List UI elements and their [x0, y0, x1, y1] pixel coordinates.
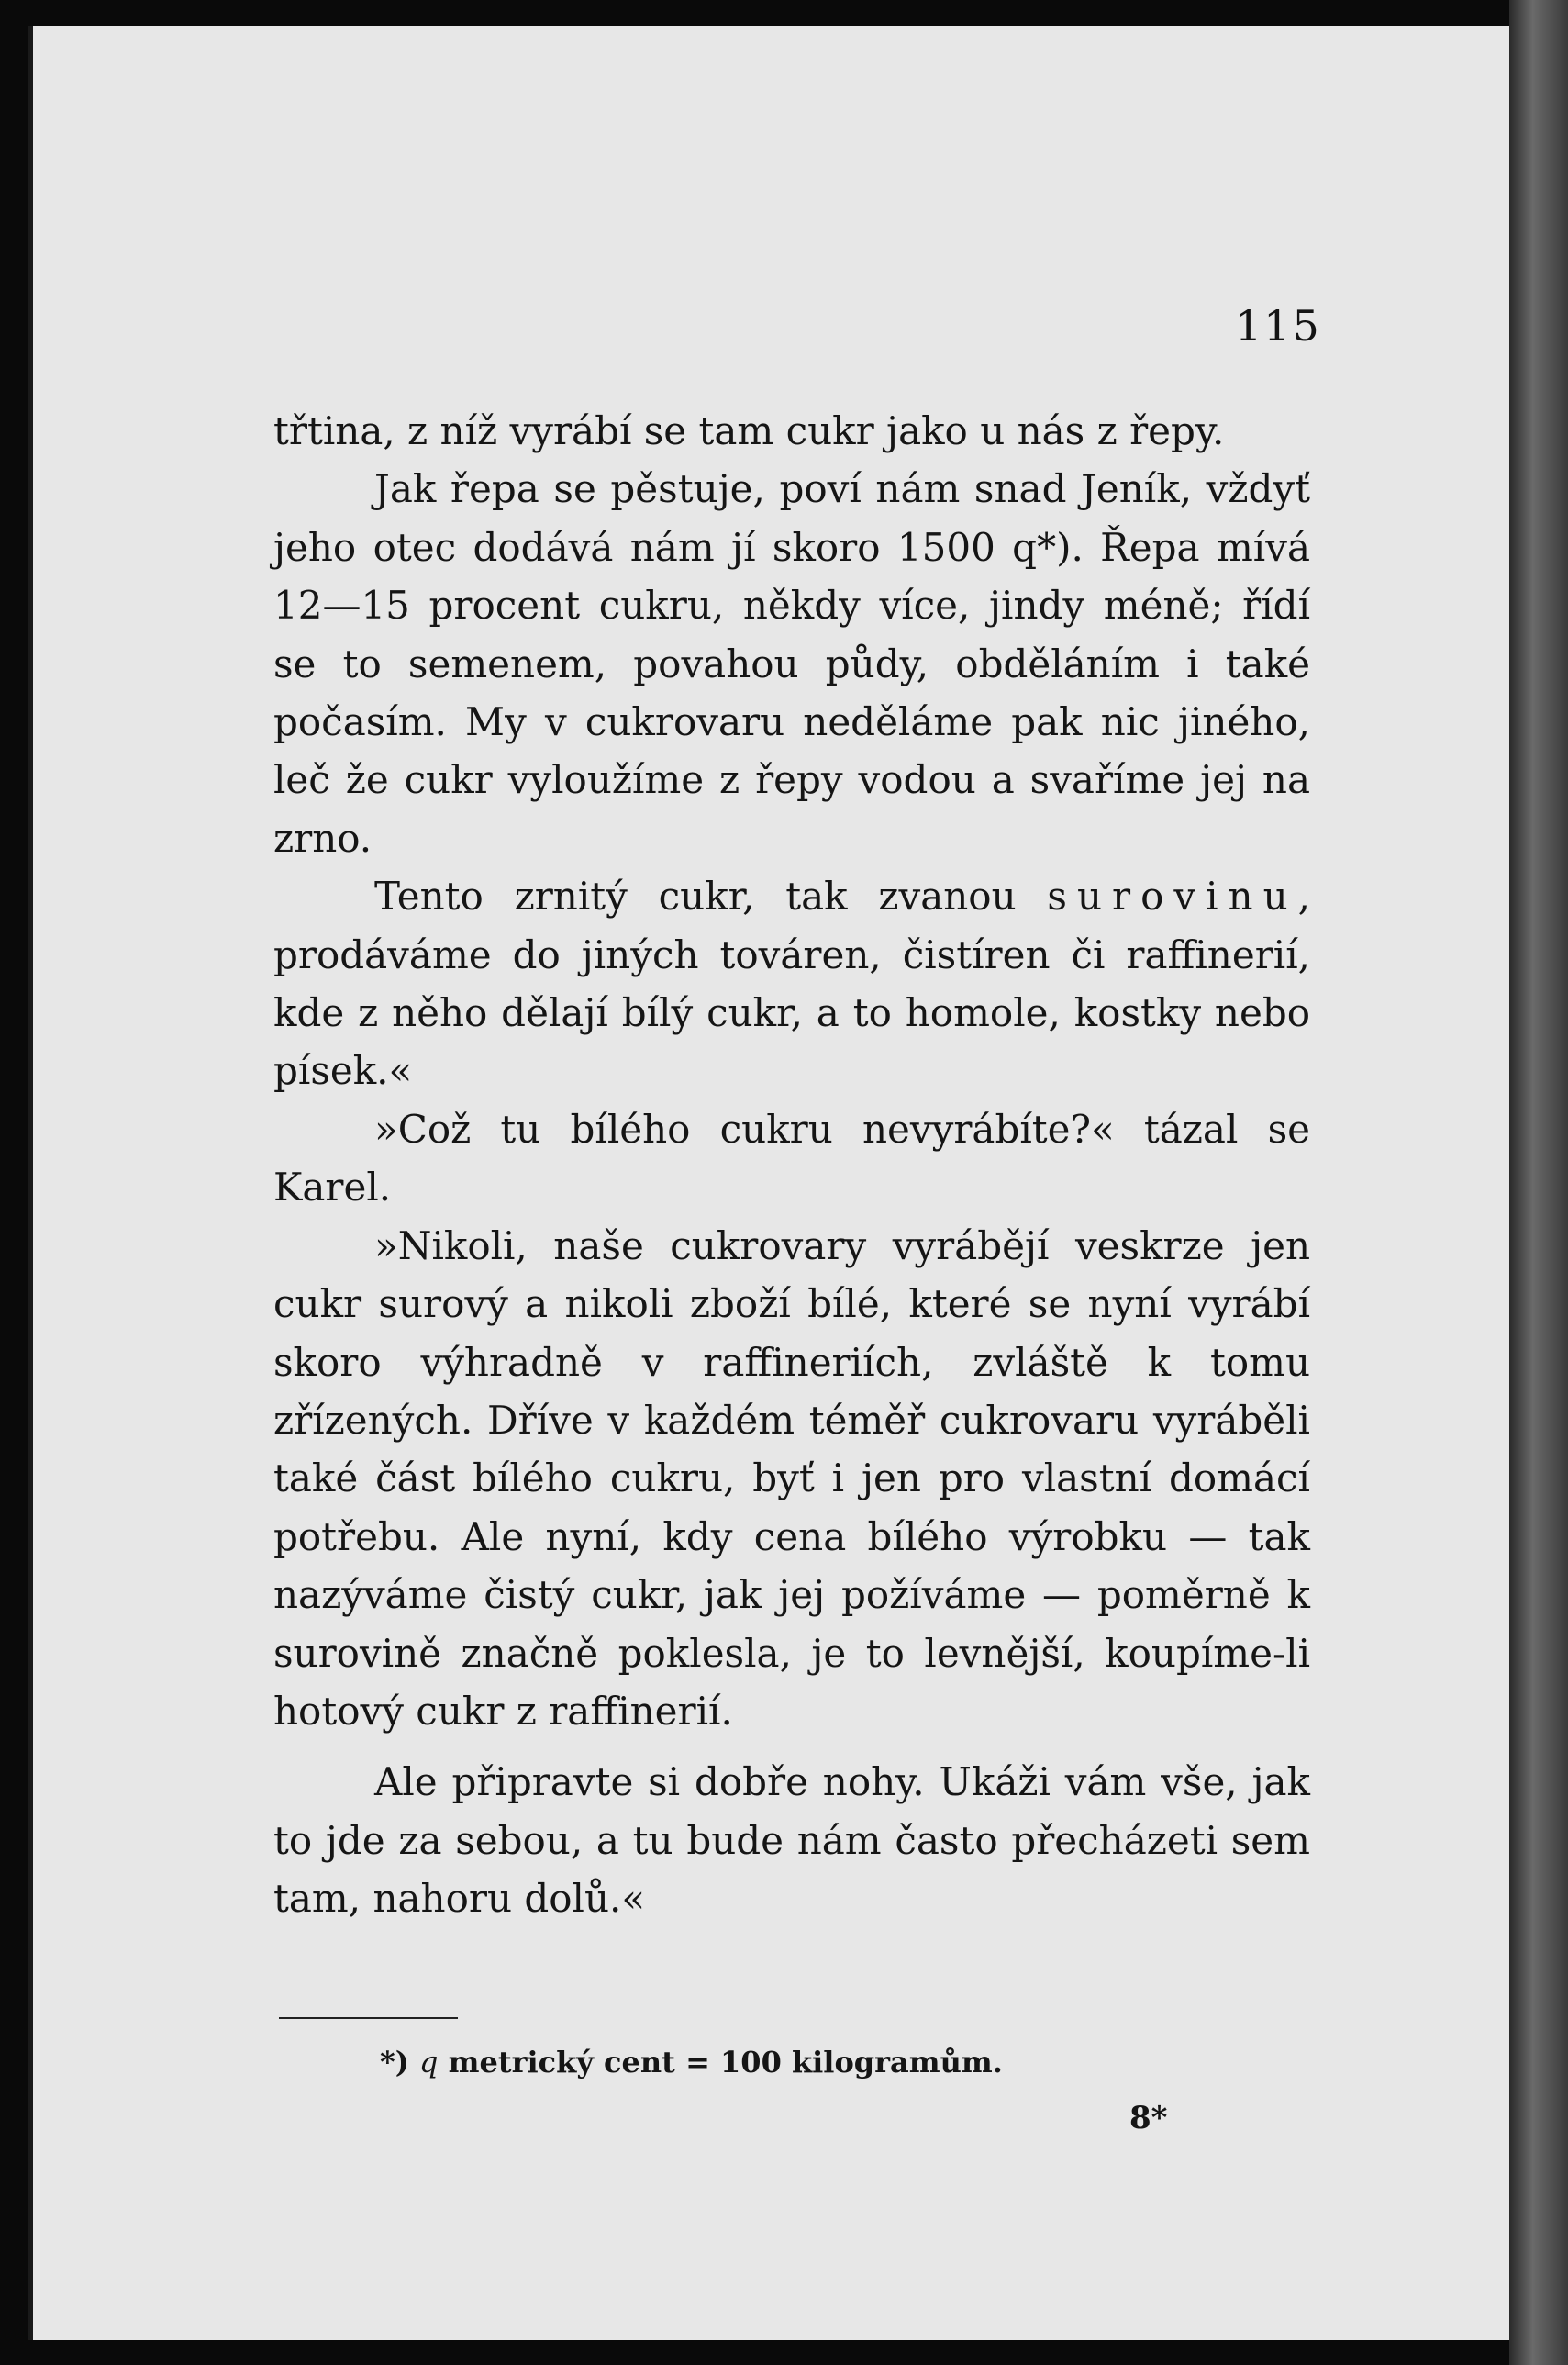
paragraph-3-start: Tento zrnitý cukr, tak zvanou [374, 874, 1048, 920]
footnote-symbol: q [419, 2045, 439, 2080]
book-page [28, 26, 1509, 2340]
footnote [380, 2045, 1003, 2080]
page-number: 115 [1235, 301, 1321, 351]
footnote-rule [279, 2017, 458, 2019]
scan-edge [1509, 0, 1568, 2365]
footnote-marker: *) [380, 2045, 409, 2080]
paragraph-2: Jak řepa se pěstuje, poví nám snad Jeník, vždyť jeho otec dodává nám jí skoro 1500 q*). Řepa mívá 12—15 procent cukru, někdy více, jindy méně; řídí se to semenem, povahou půdy, obděláním i také počasím. My v cukrovaru neděláme pak nic jiného, leč že cukr vyloužíme z řepy vodou a svaříme jej na zrno. [273, 466, 1310, 861]
paragraph-4: »Což tu bílého cukru nevyrábíte?« tázal se Karel. [273, 1106, 1310, 1210]
footnote-text: metrický cent = 100 kilogramům. [448, 2045, 1003, 2080]
paragraph-3 [273, 867, 1310, 1100]
paragraph-1: třtina, z níž vyrábí se tam cukr jako u nás z řepy. [273, 408, 1225, 453]
paragraph-6: Ale připravte si dobře nohy. Ukáži vám vše, jak to jde za sebou, a tu bude nám často přecházeti sem tam, nahoru dolů.« [273, 1759, 1310, 1922]
paragraph-3-end: , prodáváme do jiných továren, čistíren či raffinerií, kde z něho dělají bílý cukr, a to homole, kostky nebo písek.« [273, 874, 1310, 1094]
spaced-term: surovinu [1047, 874, 1298, 920]
body-text [273, 402, 1310, 1928]
signature-mark: 8* [1129, 2100, 1168, 2136]
paragraph-5: »Nikoli, naše cukrovary vyrábějí veskrze jen cukr surový a nikoli zboží bílé, které se nyní vyrábí skoro výhradně v raffineriích, zvláště k tomu zřízených. Dříve v každém téměř cukrovaru vyráběli také část bílého cukru, byť i jen pro vlastní domácí potřebu. Ale nyní, kdy cena bílého výrobku — tak nazýváme čistý cukr, jak jej požíváme — poměrně k surovině značně poklesla, je to levnější, koupíme-li hotový cukr z raffinerií. [273, 1222, 1310, 1734]
